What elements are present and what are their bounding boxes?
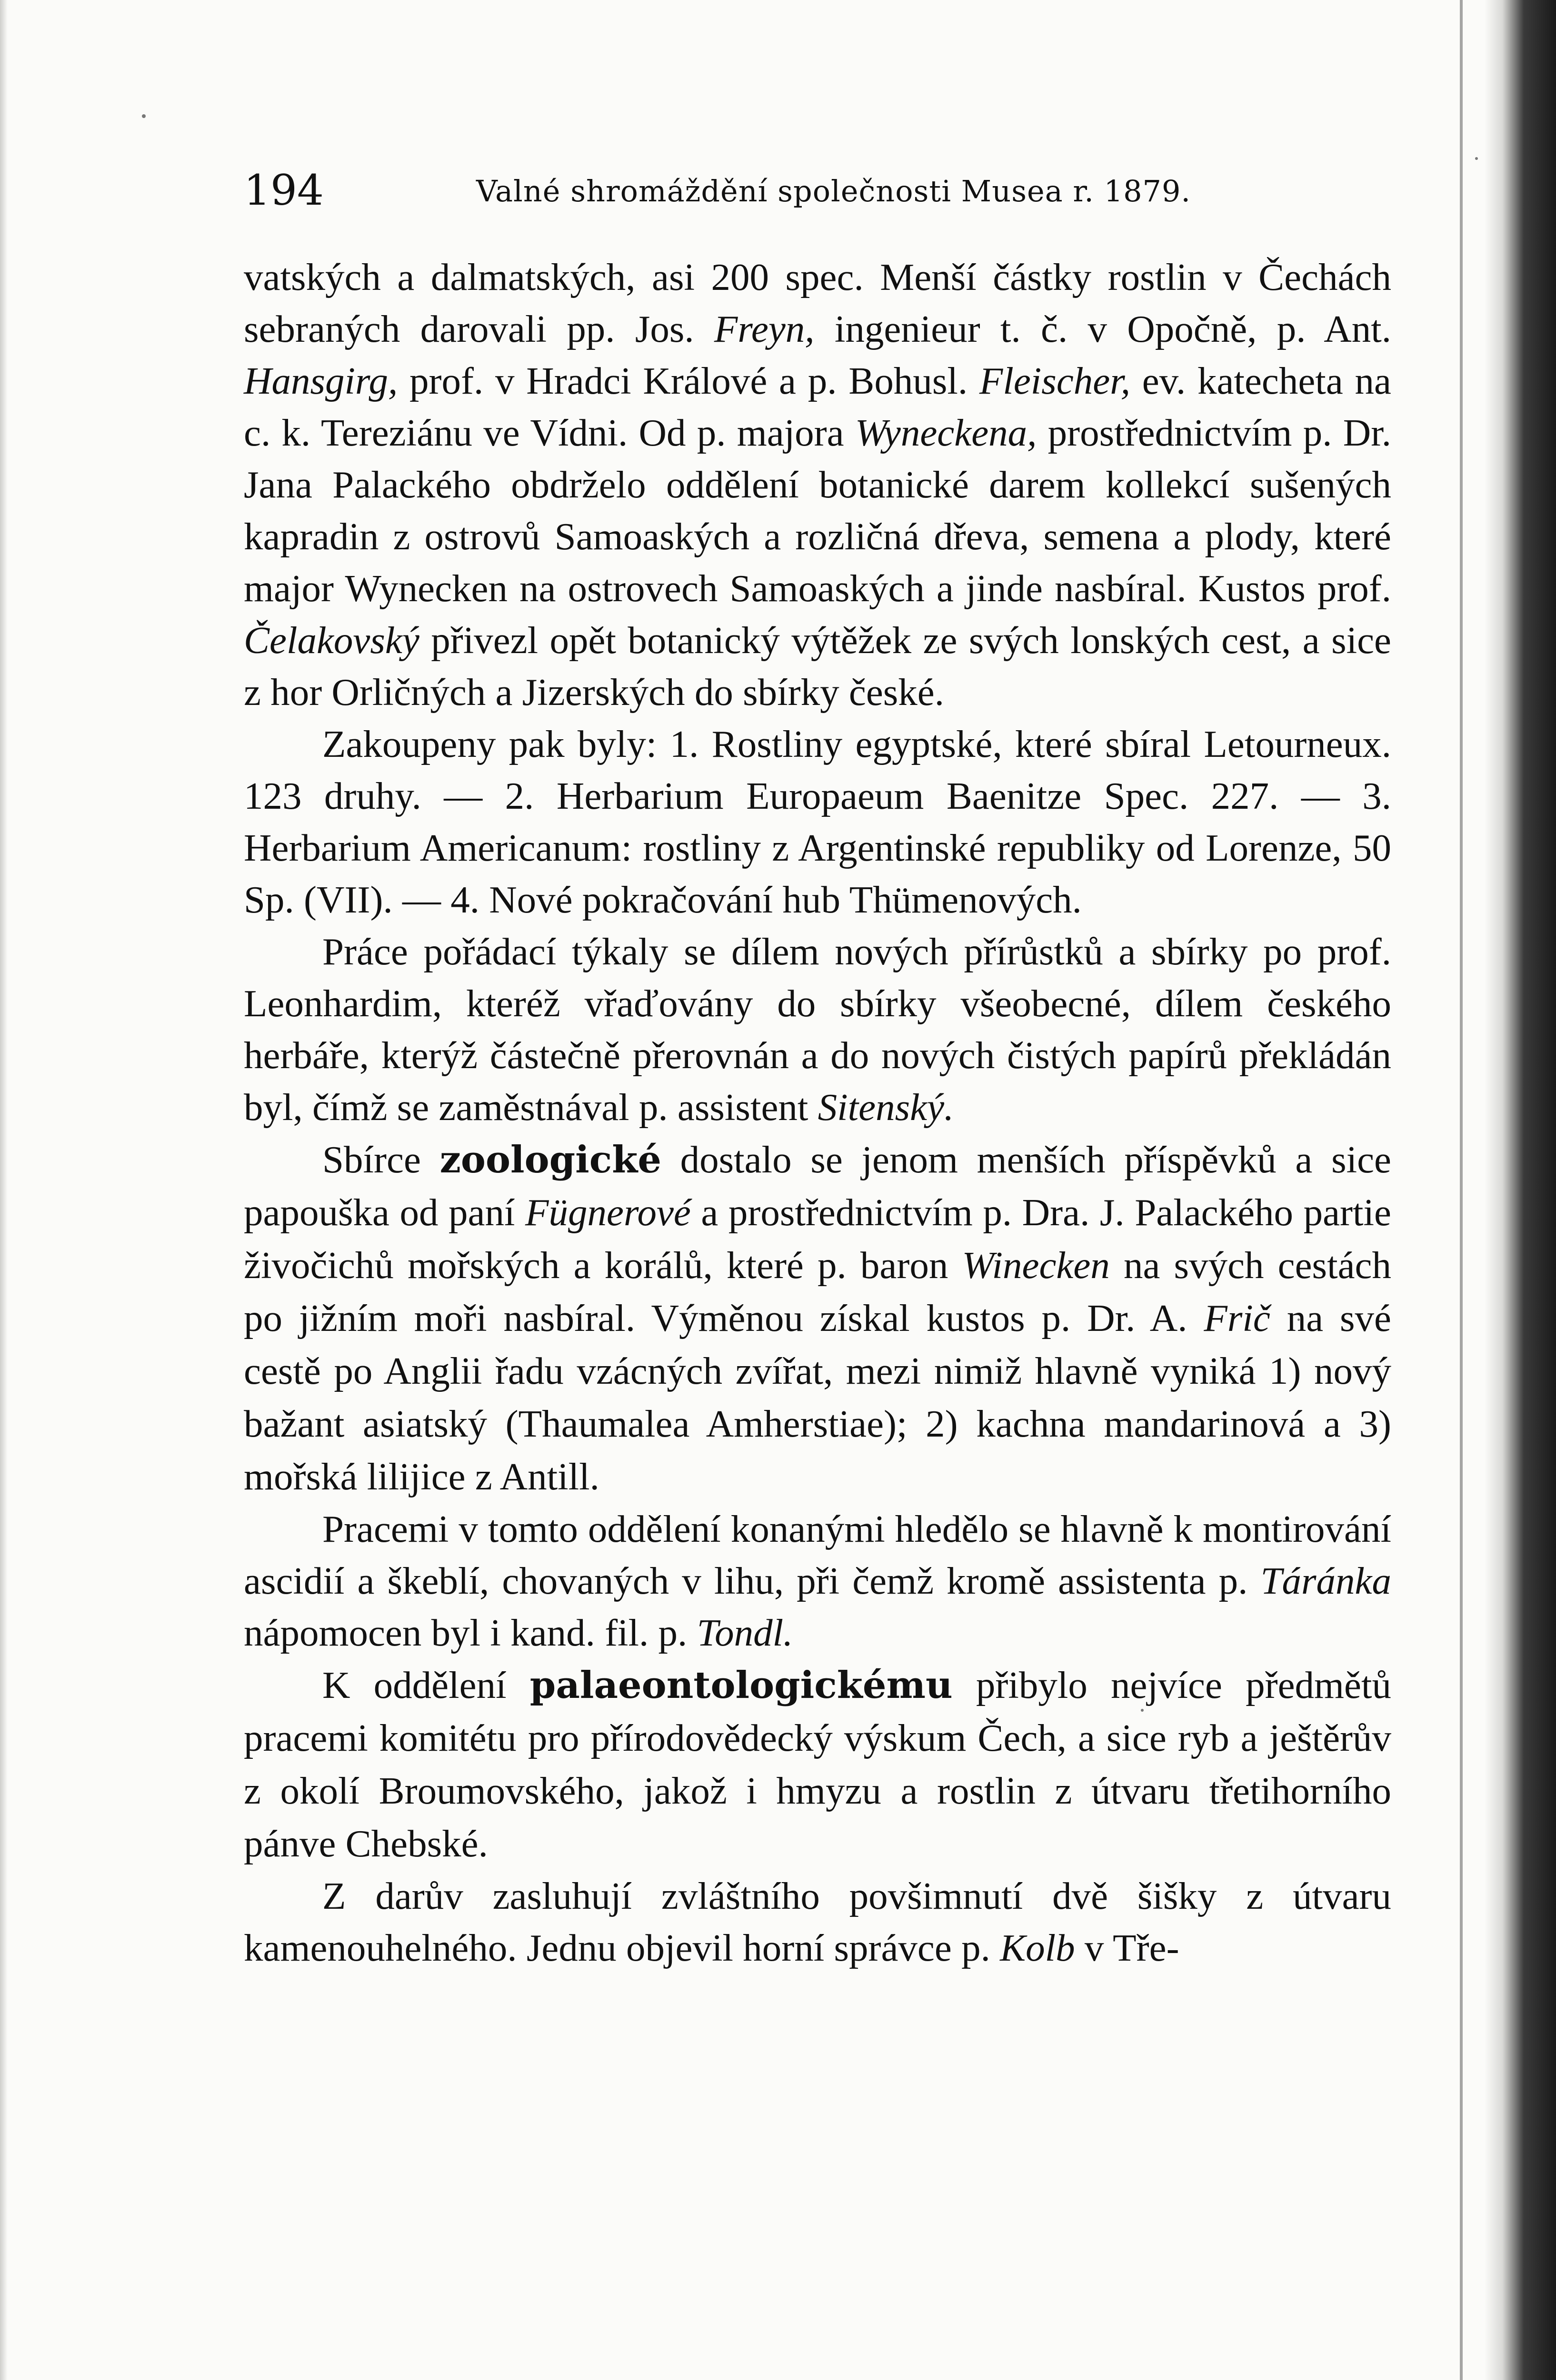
page-left-edge xyxy=(0,0,8,2380)
paragraph-botany-gifts xyxy=(244,251,1391,718)
text-run: na svých cestách po jižním moři nasbíral. Výměnou získal kustos p. Dr. A. xyxy=(244,1244,1391,1339)
italic-name: Winecken xyxy=(962,1244,1110,1287)
text-run: vatských a dalmatských, asi 200 spec. Menší částky rostlin v Čechách sebraných darovali pp. Jos. xyxy=(244,256,1391,350)
text-run: v Tře- xyxy=(1075,1926,1179,1969)
italic-name: Tondl. xyxy=(697,1611,793,1654)
text-run: ingenieur t. č. v Opočně, p. Ant. xyxy=(814,307,1391,350)
text-run: dostalo se jenom menších příspěvků a sice papouška od paní xyxy=(244,1138,1391,1234)
body-text xyxy=(244,251,1391,1974)
page-number: 194 xyxy=(244,166,324,215)
text-run: na své cestě po Anglii řadu vzácných zvířat, mezi nimiž hlavně vyniká 1) nový bažant asiatský (Thaumalea Amherstiae); 2) kachna mandarinová a 3) mořská lilijice z Antill. xyxy=(244,1297,1391,1498)
text-run: Zakoupeny pak byly: 1. Rostliny egyptské, které sbíral Letourneux. 123 druhy. — 2. Herbarium Europaeum Baenitze Spec. 227. — 3. Herbarium Americanum: rostliny z Argentinské republiky od Lorenze, 50 Sp. (VII). — 4. Nové pokračování hub Thümenových. xyxy=(244,723,1391,921)
italic-name: Sitenský. xyxy=(818,1086,954,1129)
section-keyword: palaeontologickému xyxy=(529,1664,953,1707)
running-title: Valné shromáždění společnosti Musea r. 1879. xyxy=(476,174,1191,208)
text-run: nápomocen byl i kand. fil. p. xyxy=(244,1611,697,1654)
paragraph-gifts-cones xyxy=(244,1870,1391,1974)
paragraph-palaeontology xyxy=(244,1659,1391,1870)
page-fold-line xyxy=(1460,0,1463,2380)
italic-name: Čelakovský xyxy=(244,619,419,662)
italic-name: Fügnerové xyxy=(525,1191,691,1234)
section-keyword: zoologické xyxy=(439,1138,661,1181)
italic-name: Hansgirg, xyxy=(244,359,398,402)
paragraph-botany-works xyxy=(244,926,1391,1133)
scan-speck xyxy=(1475,157,1478,160)
italic-name: Kolb xyxy=(1000,1926,1075,1969)
italic-name: Wyneckena, xyxy=(855,411,1037,454)
italic-name: Táránka xyxy=(1260,1559,1391,1602)
paragraph-zoology-works xyxy=(244,1503,1391,1659)
text-run: Práce pořádací týkaly se dílem nových přírůstků a sbírky po prof. Leonhardim, kteréž vřaďovány do sbírky všeobecné, dílem českého herbáře, kterýž částečně přerovnán a do nových čistých papírů překládán byl, čímž se zaměstnával p. assistent xyxy=(244,930,1391,1129)
paragraph-botany-purchases xyxy=(244,718,1391,926)
text-run: a prostřednictvím p. Dra. J. Palackého partie živočichů mořských a korálů, které p. baron xyxy=(244,1191,1391,1287)
text-run: přibylo nejvíce předmětů pracemi komitétu pro přírodovědecký výskum Čech, a sice ryb a ještěrův z okolí Broumovského, jakož i hmyzu a rostlin z útvaru třetihorního pánve Chebské. xyxy=(244,1664,1391,1865)
text-run: prostřednictvím p. Dr. Jana Palackého obdrželo oddělení botanické darem kollekcí sušených kapradin z ostrovů Samoaských a rozličná dřeva, semena a plody, které major Wynecken na ostrovech Samoaských a jinde nasbíral. Kustos prof. xyxy=(244,411,1391,610)
italic-name: Frič xyxy=(1204,1297,1270,1339)
italic-name: Freyn, xyxy=(714,307,815,350)
scan-speck xyxy=(142,114,146,118)
text-run: Pracemi v tomto oddělení konanými hledělo se hlavně k montirování ascidií a škeblí, chovaných v lihu, při čemž kromě assistenta p. xyxy=(244,1507,1391,1602)
page-header xyxy=(244,164,1396,217)
text-run: K oddělení xyxy=(322,1664,530,1706)
text-run: Sbírce xyxy=(322,1138,440,1181)
text-run: Z darův zasluhují zvláštního povšimnutí dvě šišky z útvaru kamenouhelného. Jednu objevil horní správce p. xyxy=(244,1874,1391,1969)
paragraph-zoology xyxy=(244,1133,1391,1503)
text-run: přivezl opět botanický výtěžek ze svých lonských cest, a sice z hor Orličných a Jizerských do sbírky české. xyxy=(244,619,1391,714)
text-run: ev. katecheta na c. k. Tereziánu ve Vídni. Od p. majora xyxy=(244,359,1391,454)
page-right-edge-shadow xyxy=(1485,0,1556,2380)
italic-name: Fleischer, xyxy=(979,359,1131,402)
text-run: prof. v Hradci Králové a p. Bohusl. xyxy=(398,359,979,402)
